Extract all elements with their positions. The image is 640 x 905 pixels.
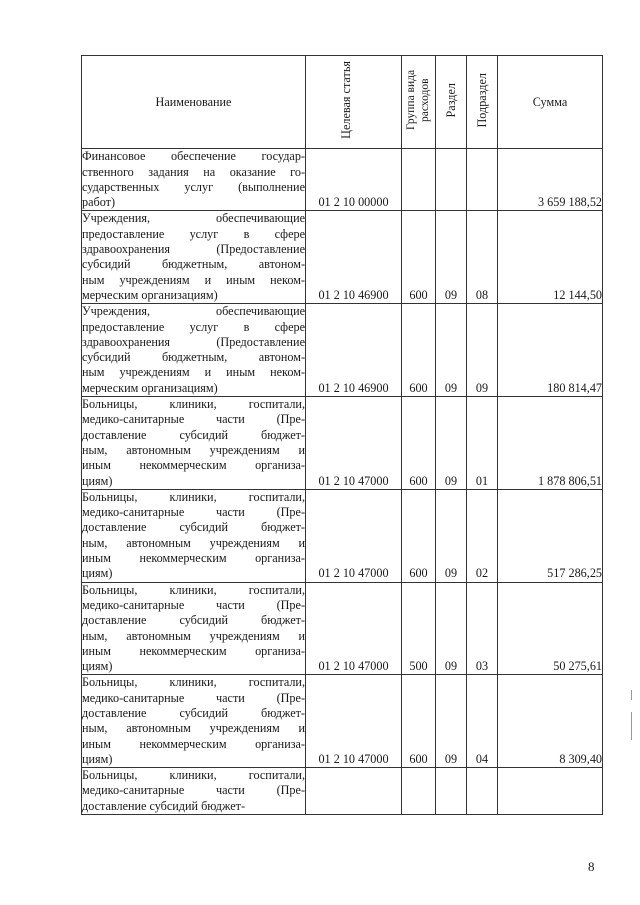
cell-section: [436, 149, 467, 211]
cell-sum: 1 878 806,51: [498, 397, 603, 490]
name-line: Больницы, клиники, госпитали,: [82, 768, 305, 783]
name-line: иным некоммерческим организа-: [82, 643, 305, 658]
header-target-article: Целевая статья: [306, 56, 402, 149]
name-line: субсидий бюджетным, автоном-: [82, 257, 305, 272]
table-row: [82, 304, 603, 397]
cell-expense-group: 600: [402, 397, 436, 490]
name-line: субсидий бюджетным, автоном-: [82, 350, 305, 365]
name-line: мерческим организациям): [82, 287, 218, 302]
cell-name: [82, 675, 306, 768]
cell-subsection: 04: [467, 675, 498, 768]
cell-name: [82, 489, 306, 582]
name-line: Больницы, клиники, госпитали,: [82, 582, 305, 597]
name-line: медико-санитарные части (Пре-: [82, 412, 305, 427]
name-line: циям): [82, 473, 113, 488]
cell-section: [436, 768, 467, 815]
name-line: иным некоммерческим организа-: [82, 736, 305, 751]
name-line: циям): [82, 751, 113, 766]
cell-section: 09: [436, 304, 467, 397]
header-name: Наименование: [82, 56, 306, 149]
header-sum: Сумма: [498, 56, 603, 149]
table-row: [82, 489, 603, 582]
cell-expense-group: 500: [402, 582, 436, 675]
cell-target-article: [306, 768, 402, 815]
cell-name: [82, 304, 306, 397]
cell-target-article: 01 2 10 46900: [306, 211, 402, 304]
budget-table: [81, 55, 603, 815]
cell-sum: [498, 768, 603, 815]
name-line: ным, автономным учреждениям и: [82, 535, 305, 550]
cell-subsection: 08: [467, 211, 498, 304]
cell-subsection: [467, 768, 498, 815]
page-number: 8: [588, 859, 595, 874]
cell-sum: 517 286,25: [498, 489, 603, 582]
cell-section: 09: [436, 582, 467, 675]
cell-expense-group: [402, 149, 436, 211]
name-line: медико-санитарные части (Пре-: [82, 597, 305, 612]
table-row: [82, 582, 603, 675]
cell-name: [82, 768, 306, 815]
name-line: иным некоммерческим организа-: [82, 458, 305, 473]
name-line: ным, автономным учреждениям и: [82, 442, 305, 457]
cell-expense-group: 600: [402, 675, 436, 768]
name-line: работ): [82, 195, 116, 210]
table-row: [82, 768, 603, 815]
cell-sum: 12 144,50: [498, 211, 603, 304]
table-row: [82, 149, 603, 211]
table-header-row: [82, 56, 603, 149]
name-line: медико-санитарные части (Пре-: [82, 505, 305, 520]
name-line: Больницы, клиники, госпитали,: [82, 397, 305, 412]
cell-subsection: [467, 149, 498, 211]
name-line: ным учреждениям и иным неком-: [82, 365, 305, 380]
cell-section: 09: [436, 675, 467, 768]
name-line: ственного задания на оказание го-: [82, 164, 305, 179]
name-line: доставление субсидий бюджет-: [82, 798, 246, 813]
cell-section: 09: [436, 489, 467, 582]
name-line: Больницы, клиники, госпитали,: [82, 675, 305, 690]
cell-section: 09: [436, 211, 467, 304]
header-subsection: Подраздел: [467, 56, 498, 149]
cell-sum: 180 814,47: [498, 304, 603, 397]
name-line: медико-санитарные части (Пре-: [82, 690, 305, 705]
cell-subsection: 02: [467, 489, 498, 582]
name-line: предоставление услуг в сфере: [82, 226, 305, 241]
cell-expense-group: 600: [402, 304, 436, 397]
name-line: доставление субсидий бюджет-: [82, 613, 305, 628]
cell-name: [82, 211, 306, 304]
name-line: ным, автономным учреждениям и: [82, 628, 305, 643]
scan-edge-mark: [631, 712, 632, 740]
cell-sum: 50 275,61: [498, 582, 603, 675]
name-line: Учреждения, обеспечивающие: [82, 211, 305, 226]
name-line: предоставление услуг в сфере: [82, 319, 305, 334]
cell-sum: 8 309,40: [498, 675, 603, 768]
name-line: доставление субсидий бюджет-: [82, 520, 305, 535]
cell-target-article: 01 2 10 47000: [306, 397, 402, 490]
name-line: Финансовое обеспечение государ-: [82, 149, 305, 164]
cell-target-article: 01 2 10 47000: [306, 582, 402, 675]
name-line: сударственных услуг (выполнение: [82, 179, 305, 194]
cell-target-article: 01 2 10 47000: [306, 675, 402, 768]
cell-target-article: 01 2 10 47000: [306, 489, 402, 582]
table-row: [82, 397, 603, 490]
cell-target-article: 01 2 10 00000: [306, 149, 402, 211]
cell-expense-group: 600: [402, 211, 436, 304]
name-line: медико-санитарные части (Пре-: [82, 783, 305, 798]
name-line: иным некоммерческим организа-: [82, 551, 305, 566]
name-line: циям): [82, 659, 113, 674]
cell-section: 09: [436, 397, 467, 490]
cell-expense-group: [402, 768, 436, 815]
cell-subsection: 03: [467, 582, 498, 675]
name-line: ным, автономным учреждениям и: [82, 721, 305, 736]
header-expense-group: Группа вида расходов: [402, 56, 436, 149]
table-row: [82, 675, 603, 768]
cell-subsection: 09: [467, 304, 498, 397]
cell-name: [82, 397, 306, 490]
header-section: Раздел: [436, 56, 467, 149]
name-line: Учреждения, обеспечивающие: [82, 304, 305, 319]
name-line: циям): [82, 566, 113, 581]
cell-expense-group: 600: [402, 489, 436, 582]
name-line: ным учреждениям и иным неком-: [82, 272, 305, 287]
cell-subsection: 01: [467, 397, 498, 490]
scan-edge-mark: [631, 690, 632, 700]
cell-name: [82, 582, 306, 675]
cell-target-article: 01 2 10 46900: [306, 304, 402, 397]
table-row: [82, 211, 603, 304]
name-line: доставление субсидий бюджет-: [82, 705, 305, 720]
cell-name: [82, 149, 306, 211]
name-line: мерческим организациям): [82, 380, 218, 395]
name-line: доставление субсидий бюджет-: [82, 427, 305, 442]
name-line: здравоохранения (Предоставление: [82, 334, 305, 349]
cell-sum: 3 659 188,52: [498, 149, 603, 211]
name-line: Больницы, клиники, госпитали,: [82, 489, 305, 504]
name-line: здравоохранения (Предоставление: [82, 242, 305, 257]
